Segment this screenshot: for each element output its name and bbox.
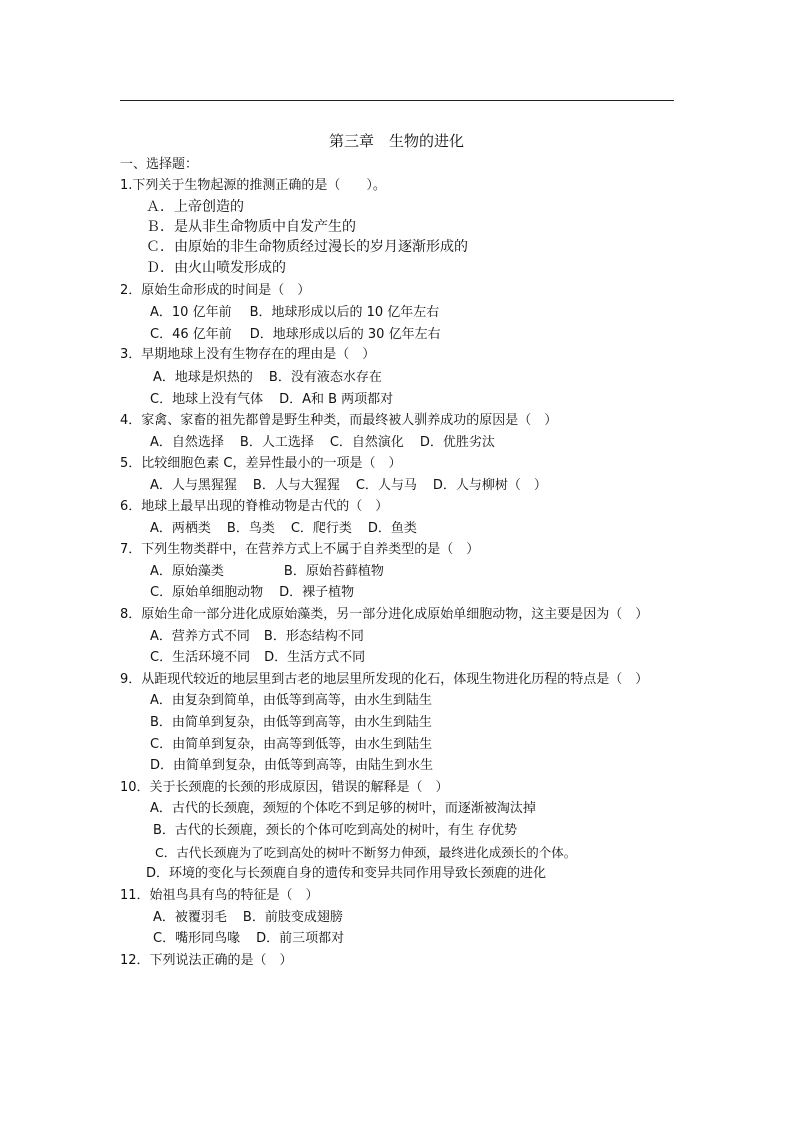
question-2-options-row-2 bbox=[150, 326, 441, 344]
question-2-option-a: A．10 亿年前 bbox=[150, 305, 232, 320]
question-2-stem: 2．原始生命形成的时间是（ ） bbox=[120, 283, 311, 298]
question-3-stem: 3．早期地球上没有生物存在的理由是（ ） bbox=[120, 347, 376, 362]
question-5-option-d: D．人与柳树（ ） bbox=[432, 478, 547, 493]
question-9-stem: 9．从距现代较近的地层里到古老的地层里所发现的化石，体现生物进化历程的特点是（ ） bbox=[120, 672, 649, 687]
question-4-option-d: D．优胜劣汰 bbox=[419, 435, 495, 450]
question-5-option-b: B．人与大猩猩 bbox=[252, 478, 340, 493]
question-5-options bbox=[150, 477, 547, 495]
question-9-option-b: B．由简单到复杂，由低等到高等，由水生到陆生 bbox=[150, 715, 432, 730]
question-8-option-b: B．形态结构不同 bbox=[263, 629, 364, 644]
question-7-option-d: D．裸子植物 bbox=[279, 585, 355, 600]
question-6-stem: 6．地球上最早出现的脊椎动物是古代的（ ） bbox=[120, 499, 389, 514]
question-4-options bbox=[150, 434, 495, 452]
question-11-options-row-1 bbox=[153, 909, 343, 927]
question-7-options-row-1 bbox=[150, 563, 384, 581]
question-11-option-a: A．被覆羽毛 bbox=[153, 910, 227, 925]
question-11-option-b: B．前肢变成翅膀 bbox=[242, 910, 343, 925]
question-10-option-b: B．古代的长颈鹿，颈长的个体可吃到高处的树叶，有生 存优势 bbox=[153, 823, 518, 838]
question-8-option-a: A．营养方式不同 bbox=[150, 629, 250, 644]
question-3-options-row-2 bbox=[150, 391, 393, 409]
question-11-option-c: C．嘴形同鸟喙 bbox=[153, 931, 241, 946]
question-11-stem: 11．始祖鸟具有鸟的特征是（ ） bbox=[120, 888, 319, 903]
question-8-stem: 8．原始生命一部分进化成原始藻类，另一部分进化成原始单细胞动物，这主要是因为（ ） bbox=[120, 607, 649, 622]
question-9-option-d: D．由简单到复杂，由低等到高等，由陆生到水生 bbox=[150, 758, 434, 773]
question-7-option-c: C．原始单细胞动物 bbox=[150, 585, 264, 600]
question-8-options-row-2 bbox=[150, 649, 365, 667]
question-2-option-b: B．地球形成以后的 10 亿年左右 bbox=[249, 305, 440, 320]
question-7-option-b: B．原始苔藓植物 bbox=[283, 564, 384, 579]
question-1-stem: 1.下列关于生物起源的推测正确的是（ ）。 bbox=[120, 178, 386, 193]
header-rule bbox=[120, 100, 674, 101]
question-5-stem: 5．比较细胞色素 C，差异性最小的一项是（ ） bbox=[120, 456, 402, 471]
question-5-option-c: C．人与马 bbox=[355, 478, 417, 493]
question-10-option-d: D．环境的变化与长颈鹿自身的遗传和变异共同作用导致长颈鹿的进化 bbox=[146, 866, 547, 881]
question-3-option-c: C．地球上没有气体 bbox=[150, 392, 264, 407]
chapter-title: 第三章 生物的进化 bbox=[328, 132, 464, 150]
question-8-option-c: C．生活环境不同 bbox=[150, 650, 251, 665]
question-3-options-row-1 bbox=[153, 369, 382, 387]
question-6-options bbox=[150, 520, 417, 538]
question-12-stem: 12．下列说法正确的是（ ） bbox=[120, 953, 293, 968]
question-10-stem: 10．关于长颈鹿的长颈的形成原因，错误的解释是（ ） bbox=[120, 780, 449, 795]
question-4-option-a: A．自然选择 bbox=[150, 435, 224, 450]
question-3-option-b: B．没有液态水存在 bbox=[268, 370, 382, 385]
question-6-option-d: D．鱼类 bbox=[367, 521, 417, 536]
question-1-option-c: Ｃ．由原始的非生命物质经过漫长的岁月逐渐形成的 bbox=[146, 239, 468, 255]
question-6-option-c: C．爬行类 bbox=[290, 521, 352, 536]
section-heading: 一、选择题： bbox=[120, 157, 199, 172]
question-5-option-a: A．人与黑猩猩 bbox=[150, 478, 237, 493]
question-4-stem: 4．家禽、家畜的祖先都曾是野生种类，而最终被人驯养成功的原因是（ ） bbox=[120, 413, 558, 428]
question-3-option-d: D．A和 B 两项都对 bbox=[279, 392, 394, 407]
question-4-option-b: B．人工选择 bbox=[239, 435, 314, 450]
question-3-option-a: A．地球是炽热的 bbox=[153, 370, 253, 385]
question-7-stem: 7．下列生物类群中，在营养方式上不属于自养类型的是（ ） bbox=[120, 542, 480, 557]
question-1-option-b: Ｂ．是从非生命物质中自发产生的 bbox=[146, 219, 356, 235]
question-11-option-d: D．前三项都对 bbox=[256, 931, 345, 946]
question-2-option-c: C．46 亿年前 bbox=[150, 327, 232, 342]
question-9-option-a: A．由复杂到简单，由低等到高等，由水生到陆生 bbox=[150, 693, 432, 708]
question-9-option-c: C．由简单到复杂，由高等到低等，由水生到陆生 bbox=[150, 737, 433, 752]
question-10-option-a: A．古代的长颈鹿，颈短的个体吃不到足够的树叶，而逐渐被淘汰掉 bbox=[150, 801, 536, 816]
question-8-options-row-1 bbox=[150, 628, 364, 646]
question-7-option-a: A．原始藻类 bbox=[150, 564, 224, 579]
question-7-options-row-2 bbox=[150, 584, 354, 602]
question-1-option-a: Ａ．上帝创造的 bbox=[146, 199, 244, 215]
question-8-option-d: D．生活方式不同 bbox=[264, 650, 366, 665]
question-10-option-c: C．古代长颈鹿为了吃到高处的树叶不断努力伸颈，最终进化成颈长的个体。 bbox=[155, 845, 577, 860]
question-11-options-row-2 bbox=[153, 930, 344, 948]
question-1-option-d: Ｄ．由火山喷发形成的 bbox=[146, 260, 286, 276]
question-4-option-c: C．自然演化 bbox=[329, 435, 404, 450]
question-2-options-row-1 bbox=[150, 304, 439, 322]
question-2-option-d: D．地球形成以后的 30 亿年左右 bbox=[249, 327, 441, 342]
question-6-option-b: B．鸟类 bbox=[226, 521, 275, 536]
question-6-option-a: A．两栖类 bbox=[150, 521, 211, 536]
